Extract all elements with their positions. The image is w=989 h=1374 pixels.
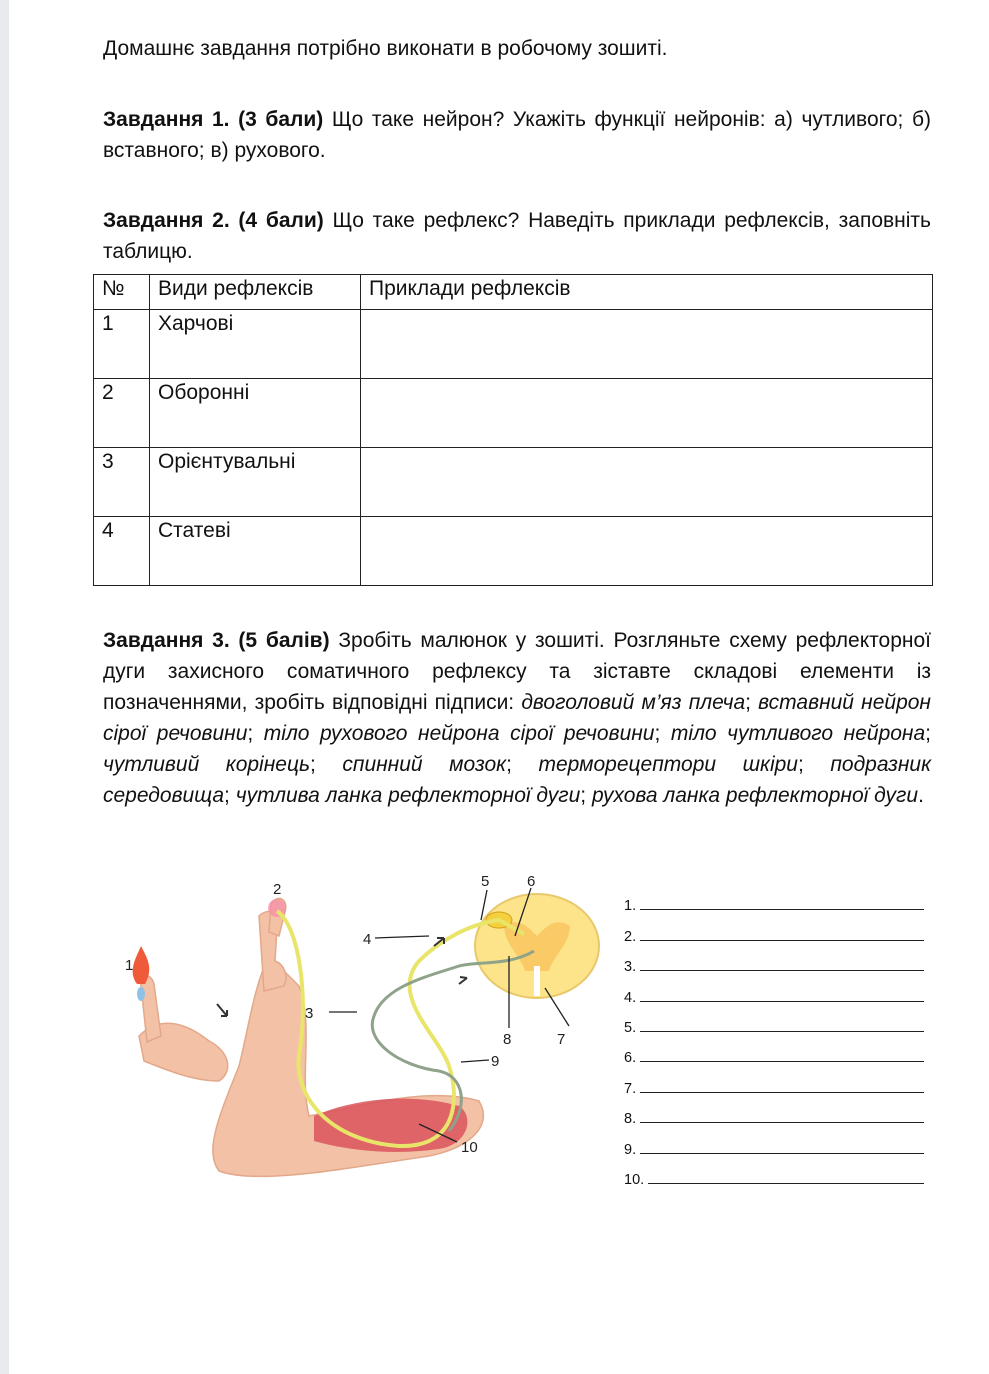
figure-label-9: 9 [491,1053,500,1070]
row-number: 2 [94,379,150,448]
answer-blank[interactable] [640,1060,924,1062]
row-example-cell[interactable] [361,448,933,517]
answer-blank[interactable] [640,1152,924,1154]
answer-blank[interactable] [640,1121,924,1123]
figure-label-10: 10 [461,1139,478,1156]
row-example-cell[interactable] [361,517,933,586]
answer-row [624,1006,924,1036]
intro-text: Домашнє завдання потрібно виконати в робочому зошиті. [103,37,668,60]
answer-row [624,914,924,944]
figure-label-7: 7 [557,1031,566,1048]
answer-number: 2. [624,928,637,945]
header-number: № [94,275,150,310]
reflex-arc-figure [99,866,619,1196]
table-row [94,448,933,517]
term: спинний мозок [342,753,507,776]
answer-row [624,1158,924,1188]
task-3-text: Зробіть малюнок у зошиті. Розгляньте схему рефлекторної дуги захисного соматичного рефлексу та зіставте складові елементи із позначеннями, зробіть відповідні підписи: [103,629,931,714]
term: подразник середовища [103,753,931,807]
term: двоголовий м’яз плеча [521,691,746,714]
header-reflex-examples: Приклади рефлексів [361,275,933,310]
figure-label-4: 4 [363,931,372,948]
row-number: 3 [94,448,150,517]
flame-stimulus [133,946,150,984]
figure-label-3: 3 [305,1005,314,1022]
answer-row [624,945,924,975]
figure-label-1: 1 [125,957,134,974]
cord-fissure [534,966,540,996]
term: чутлива ланка рефлекторної дуги [235,784,581,807]
reflex-table [93,274,933,586]
task-2 [103,205,931,267]
answer-row [624,1036,924,1066]
term: вставний нейрон сірої речовини [103,691,931,745]
answer-row [624,1066,924,1096]
answer-blank[interactable] [640,939,924,941]
task-3-heading: Завдання 3. (5 балів) [103,629,330,652]
figure-label-2: 2 [273,881,282,898]
answer-number: 10. [624,1171,645,1188]
header-reflex-type: Види рефлексів [150,275,361,310]
flame-core [137,987,145,1001]
answer-blank[interactable] [640,1000,924,1002]
answer-row [624,975,924,1005]
leader-line [461,1060,489,1062]
answer-row [624,1097,924,1127]
answer-number: 9. [624,1141,637,1158]
task-3: Завдання 3. (5 балів) Зробіть малюнок у зошиті. Розгляньте схему рефлекторної дуги захисного соматичного рефлексу та зіставте складові елементи із позначеннями, зробіть відповідні підписи: двоголовий м’яз плеча; вставний нейрон сірої речовини; тіло рухового нейрона сірої речовини; тіло чутливого нейрона; чутливий корінець; спинний мозок; терморецептори шкіри; подразник середовища; чутлива ланка рефлекторної дуги; рухова ланка рефлекторної дуги. [103,629,932,807]
row-reflex-type: Оборонні [150,379,361,448]
document-page [9,0,989,1374]
leader-line [375,936,429,938]
answer-row [624,1127,924,1157]
row-number: 1 [94,310,150,379]
task-2-text: Що таке рефлекс? Наведіть приклади рефлексів, заповніть таблицю. [103,209,931,263]
table-row [94,310,933,379]
task-1-heading: Завдання 1. (3 бали) [103,108,324,131]
answer-number: 1. [624,898,637,915]
task-1 [103,104,931,166]
impulse-arrow-icon [217,1004,227,1016]
answer-number: 5. [624,1019,637,1036]
row-reflex-type: Орієнтувальні [150,448,361,517]
answer-blank[interactable] [640,1030,924,1032]
row-example-cell[interactable] [361,379,933,448]
term: тіло рухового нейрона сірої речовини [263,722,655,745]
row-reflex-type: Харчові [150,310,361,379]
term: тіло чутливого нейрона [670,722,926,745]
answer-blank[interactable] [640,1091,924,1093]
row-reflex-type: Статеві [150,517,361,586]
term: терморецептори шкіри [538,753,798,776]
term: рухова ланка рефлекторної дуги [591,784,919,807]
answer-row [624,884,924,914]
answer-number: 4. [624,989,637,1006]
answer-blank[interactable] [648,1182,924,1184]
figure-label-6: 6 [527,873,536,890]
answer-blank[interactable] [640,908,924,910]
answer-number: 7. [624,1080,637,1097]
answer-number: 3. [624,959,637,976]
table-row [94,379,933,448]
task-2-heading: Завдання 2. (4 бали) [103,209,324,232]
task-1-text: Що таке нейрон? Укажіть функції нейронів: а) чутливого; б) вставного; в) рухового. [103,108,931,162]
term: чутливий корінець [103,753,311,776]
answer-number: 8. [624,1111,637,1128]
figure-label-5: 5 [481,873,490,890]
answer-blank[interactable] [640,969,924,971]
answer-lines [624,884,924,1188]
figure-label-8: 8 [503,1031,512,1048]
answer-number: 6. [624,1050,637,1067]
row-example-cell[interactable] [361,310,933,379]
table-header-row [94,275,933,310]
viewer-edge [0,0,9,1374]
table-row [94,517,933,586]
row-number: 4 [94,517,150,586]
impulse-arrow-icon [459,977,467,984]
